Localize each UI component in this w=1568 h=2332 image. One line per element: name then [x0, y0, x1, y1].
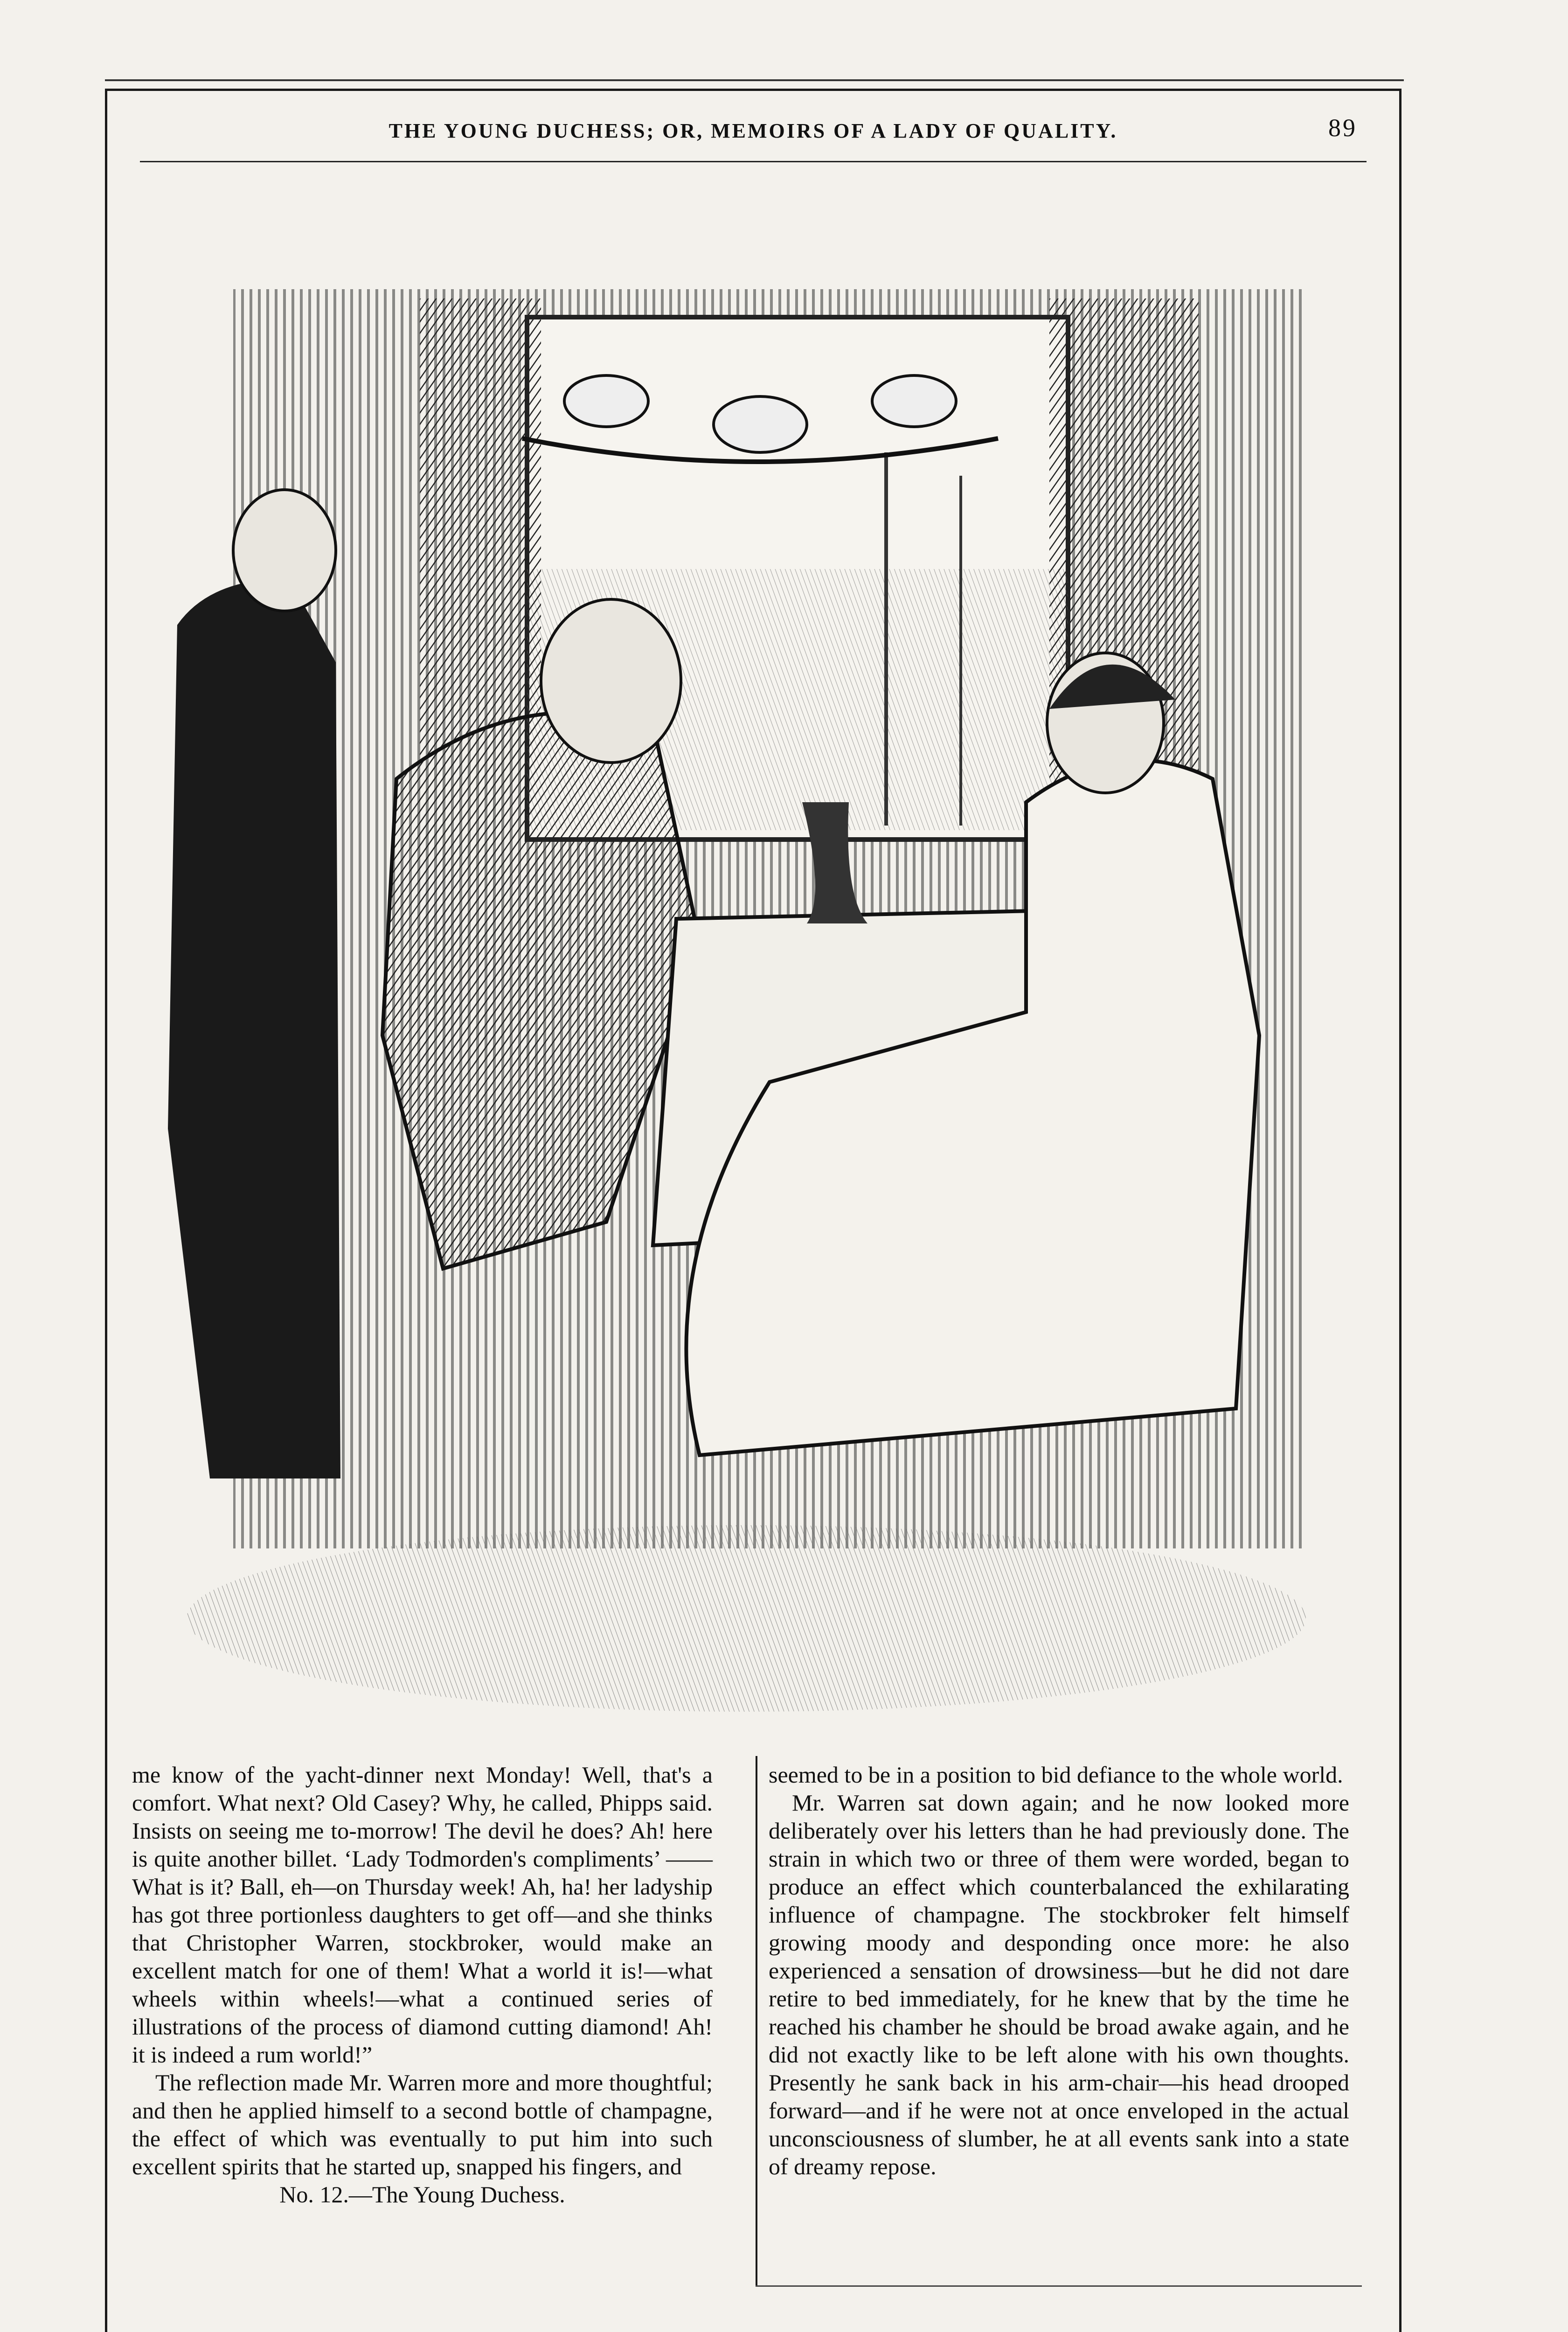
header-rule: [140, 161, 1367, 162]
column-divider: [756, 1756, 757, 2285]
right-paragraph-2: Mr. Warren sat down again; and he now looked more deliberately over his letters than he had previously done. The strain in which two or three of them were worded, began to produce an effect which counterbalanced the exhilarating influence of champagne. The stockbroker felt himself growing moody and desponding once more: he also experienced a sensation of drowsiness—but he did not dare retire to bed immediately, for he knew that by the time he reached his chamber he should be broad awake again, and he did not exactly like to be left alone with his own thoughts. Presently he sank back in his arm-chair—his head drooped forward—and if he were not at once enveloped in the actual unconsciousness of slumber, he at all events sank into a state of dreamy repose.: [769, 1790, 1349, 2179]
floor: [187, 1525, 1306, 1712]
engraving-svg: [140, 243, 1371, 1744]
butler-figure: [168, 578, 340, 1478]
column-left: [132, 1761, 713, 2208]
engraving-illustration: [140, 243, 1371, 1744]
page-number: 89: [1328, 114, 1357, 142]
top-rule: [105, 79, 1404, 81]
right-paragraph-1: seemed to be in a position to bid defiance to the whole world.: [769, 1762, 1343, 1788]
column-right: [769, 1761, 1349, 2180]
running-header: [140, 114, 1367, 152]
left-paragraph-2: The reflection made Mr. Warren more and more thoughtful; and then he applied himself to a second bottle of champagne, the effect of which was eventually to put him into such excellent spirits that he started up, snapped his fingers, and: [132, 2069, 713, 2179]
footer-rule: [756, 2285, 1362, 2287]
man-head: [541, 599, 681, 763]
butler-head: [233, 490, 336, 611]
running-title: THE YOUNG DUCHESS; OR, MEMOIRS OF A LADY OF QUALITY.: [389, 119, 1118, 142]
signature-line: No. 12.—The Young Duchess.: [279, 2181, 565, 2207]
left-paragraph-1: me know of the yacht-dinner next Monday! Well, that's a comfort. What next? Old Casey? Why, he called, Phipps said. Insists on seeing me to-morrow! The devil he does? Ah! here is quite another billet. ‘Lady Todmorden's compliments’ ——What is it? Ball, eh—on Thursday week! Ah, ha! her ladyship has got three portionless daughters to get off—and she thinks that Christopher Warren, stockbroker, would make an excellent match for one of them! What a world it is!—what wheels within wheels!—what a continued series of illustrations of the process of diamond cutting diamond! Ah! it is indeed a rum world!”: [132, 1762, 713, 2068]
